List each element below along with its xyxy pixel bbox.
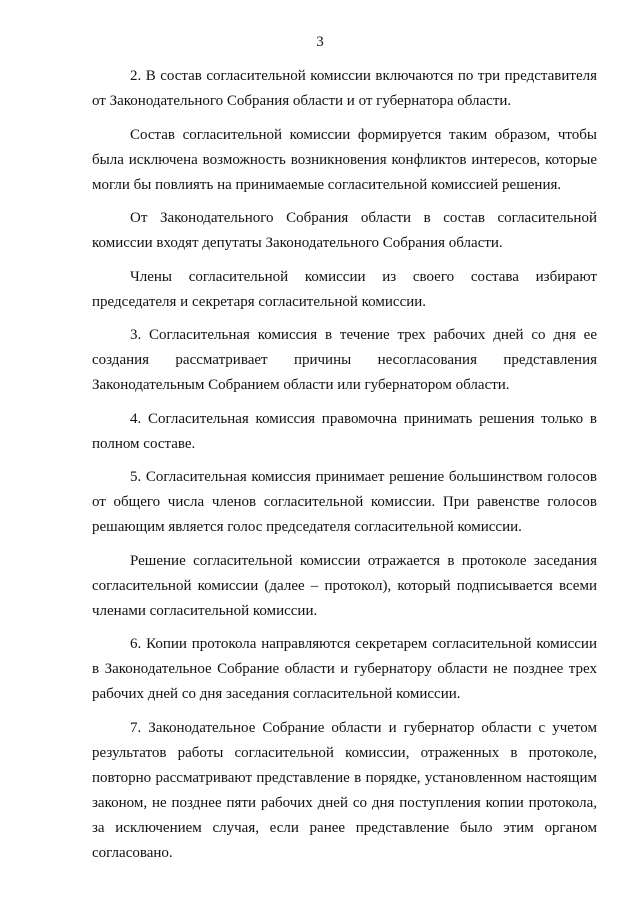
paragraph-clause-2: 2. В состав согласительной комиссии включаются по три представителя от Законодательного Собрания области и от губернатора области. — [92, 68, 597, 109]
paragraph-clause-4: 4. Согласительная комиссия правомочна принимать решения только в полном составе. — [92, 410, 597, 452]
paragraph-clause-3: 3. Согласительная комиссия в течение трех рабочих дней со дня ее создания рассматривает причины несогласования представления Законодательным Собранием области или губернатором области. — [92, 327, 597, 393]
paragraph-composition: Состав согласительной комиссии формируется таким образом, чтобы была исключена возможность возникновения конфликтов интересов, которые могли бы повлиять на принимаемые согласительной комиссией решения. — [92, 126, 597, 193]
paragraph-clause-5: 5. Согласительная комиссия принимает решение большинством голосов от общего числа членов согласительной комиссии. При равенстве голосов решающим является голос председателя согласительной комиссии. — [92, 469, 597, 535]
document-body — [92, 64, 597, 866]
paragraph-clause-6: 6. Копии протокола направляются секретарем согласительной комиссии в Законодательное Собрание области и губернатору области не позднее трех рабочих дней со дня заседания согласительной комиссии. — [92, 636, 597, 702]
page-number: 3 — [316, 34, 324, 50]
paragraph-protocol: Решение согласительной комиссии отражается в протоколе заседания согласительной комиссии (далее – протокол), который подписывается всеми членами согласительной комиссии. — [92, 552, 597, 619]
paragraph-clause-7: 7. Законодательное Собрание области и губернатор области с учетом результатов работы согласительной комиссии, отраженных в протоколе, повторно рассматривают представление в порядке, установленном настоящим законом, не позднее пяти рабочих дней со дня поступления копии протокола, за исключением случая, если ранее представление было этим органом согласовано. — [92, 719, 597, 861]
paragraph-deputies: От Законодательного Собрания области в состав согласительной комиссии входят депутаты Законодательного Собрания области. — [92, 210, 597, 251]
paragraph-members-elect: Члены согласительной комиссии из своего состава избирают председателя и секретаря согласительной комиссии. — [92, 268, 597, 310]
